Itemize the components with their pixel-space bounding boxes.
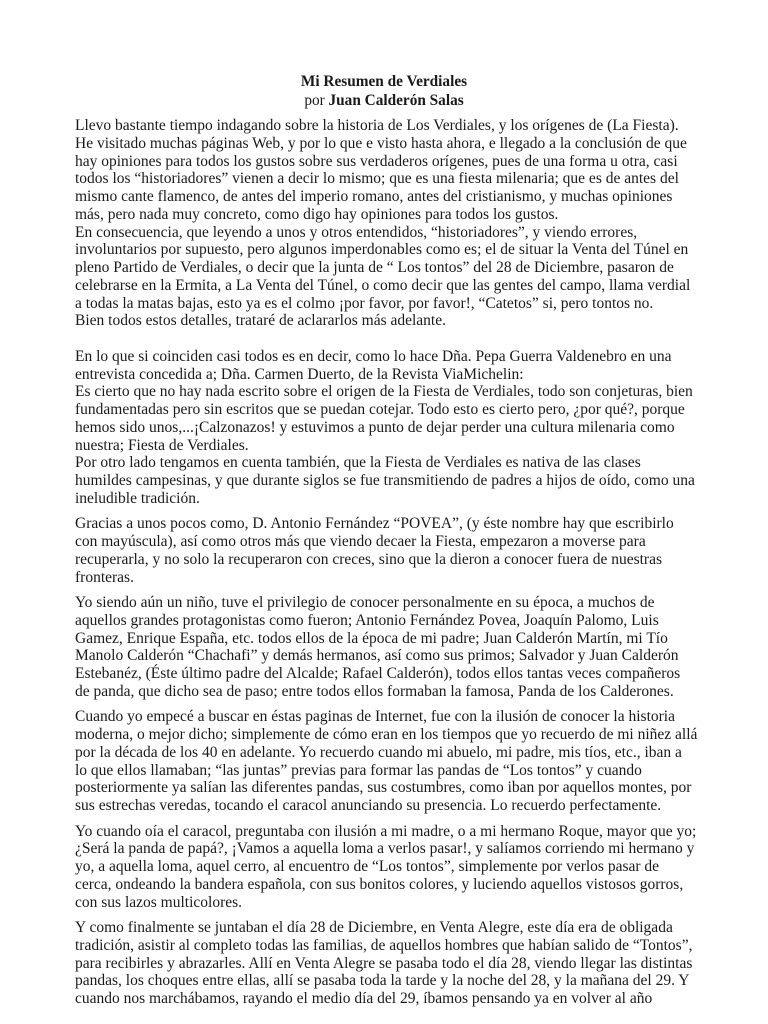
text-line: yo, a aquella loma, aquel cerro, al encuentro de “Los tontos”, simplemente por verlos pasar de [75, 858, 660, 875]
text-line: Llevo bastante tiempo indagando sobre la historia de Los Verdiales, y los orígenes de (La Fiesta). [75, 117, 679, 134]
paragraph [75, 919, 715, 1008]
text-line: Estebanéz, (Éste último padre del Alcalde; Rafael Calderón), todos ellos tantas veces compañeros [75, 665, 681, 682]
paragraph [75, 823, 715, 912]
document-title: Mi Resumen de Verdiales [300, 73, 468, 90]
text-line: Y como finalmente se juntaban el día 28 de Diciembre, en Venta Alegre, este día era de obligada [75, 919, 673, 936]
text-line: fundamentadas pero sin escritos que se puedan cotejar. Todo esto es cierto pero, ¿por qué?, porque [75, 401, 685, 418]
text-line: más, pero nada muy concreto, como digo hay opiniones para todos los gustos. [75, 205, 559, 223]
text-line: fronteras. [75, 568, 134, 586]
text-line: mismo cante flamenco, de antes del imperio romano, antes del cristianismo, y muchas opiniones [75, 188, 673, 205]
text-line: Yo siendo aún un niño, tuve el privilegio de conocer personalmente en su época, a muchos de [75, 594, 655, 611]
text-line: ¿Será la panda de papá?, ¡Vamos a aquella loma a verlos pasar!, y salíamos corriendo mi hermano y [75, 840, 695, 858]
text-line: hemos sido unos,...¡Calzonazos! y estuvimos a punto de dejar perder una cultura milenaria como [75, 418, 675, 436]
text-line: todos los “historiadores” vienen a decir lo mismo; que es una fiesta milenaria; que es de antes del [75, 170, 679, 188]
author-name: Juan Calderón Salas [328, 92, 464, 109]
text-line: He visitado muchas páginas Web, y por lo que e visto hasta ahora, e llegado a la conclusión de que [75, 134, 687, 152]
text-line: Gracias a unos pocos como, D. Antonio Fernández “POVEA”, (y éste nombre hay que escribirlo [75, 515, 674, 533]
paragraph [75, 117, 715, 330]
paragraph [75, 348, 715, 508]
text-line: Yo cuando oía el caracol, preguntaba con ilusión a mi madre, o a mi hermano Roque, mayor que yo; [75, 822, 697, 840]
text-line: hay opiniones para todos los gustos sobre sus verdaderos orígenes, pues de una forma u otra, casi [75, 152, 678, 170]
text-line: Por otro lado tengamos en cuenta también, que la Fiesta de Verdiales es nativa de las clases [75, 454, 641, 472]
text-line: celebrarse en la Ermita, a La Venta del Túnel, o como decir que las gentes del campo, llama verdial [75, 276, 691, 294]
paragraph [75, 594, 715, 701]
text-line: En lo que si coinciden casi todos es en decir, como lo hace Dña. Pepa Guerra Valdenebro en una [75, 347, 672, 365]
document-body [75, 117, 715, 1016]
text-line: Manolo Calderón “Chachafi” y demás hermanos, así como sus primos; Salvador y Juan Calderón [75, 647, 679, 665]
text-line: con sus lazos multicolores. [75, 893, 243, 911]
text-line: Gamez, Enrique España, etc. todos ellos de la época de mi padre; Juan Calderón Martín, mi Tío [75, 629, 668, 647]
text-line: aquellos grandes protagonistas como fueron; Antonio Fernández Povea, Joaquín Palomo, Luis [75, 611, 659, 629]
text-line: de panda, que dicho sea de paso; entre todos ellos formaban la famosa, Panda de los Calderones. [75, 682, 674, 700]
text-line: pandas, los choques entre ellas, allí se pasaba toda la tarde y la noche del 28, y la mañana del 29. Y [75, 972, 690, 990]
text-line: humildes campesinas, y que durante siglos se fue transmitiendo de padres a hijos de oído, como una [75, 472, 695, 489]
text-line: Cuando yo empecé a buscar en éstas paginas de Internet, fue con la ilusión de conocer la historia [75, 708, 675, 726]
text-line: En consecuencia, que leyendo a unos y otros entendidos, “historiadores”, y viendo errores, [75, 223, 638, 241]
text-line: recuperarla, y no solo la recuperaron con creces, sino que la dieron a conocer fuera de nuestras [75, 550, 662, 568]
byline [0, 92, 768, 110]
text-line: Bien todos estos detalles, trataré de aclararlos más adelante. [75, 312, 446, 330]
paragraph [75, 515, 715, 586]
byline-prefix: por [304, 92, 325, 109]
paragraph [75, 708, 715, 815]
text-line: sus estrechas veredas, tocando el caracol anunciando su presencia. Lo recuerdo perfectamente. [75, 797, 662, 814]
text-line: posteriormente ya salían las diferentes pandas, sus costumbres, como iban por aquellos montes, por [75, 779, 692, 797]
text-line: cuando nos marchábamos, rayando el medio día del 29, íbamos pensando ya en volver al año [75, 990, 653, 1007]
text-line: cerca, ondeando la bandera española, con sus bonitos colores, y luciendo aquellos vistosos gorros, [75, 875, 684, 893]
text-line: moderna, o mejor dicho; simplemente de cómo eran en los tiempos que yo recuerdo de mi niñez allá [75, 726, 698, 743]
text-line: entrevista concedida a; Dña. Carmen Duerto, de la Revista ViaMichelin: [75, 365, 524, 383]
text-line: Es cierto que no hay nada escrito sobre el origen de la Fiesta de Verdiales, todo son conjeturas, bien [75, 383, 693, 401]
text-line: a todas la matas bajas, esto ya es el colmo ¡por favor, por favor!, “Catetos” si, pero tontos no. [75, 294, 654, 312]
text-line: tradición, asistir al completo todas las familias, de aquellos hombres que habían salido de “Tontos”, [75, 936, 693, 954]
text-line: lo que ellos llamaban; “las juntas” previas para formar las pandas de “Los tontos” y cuando [75, 761, 642, 779]
text-line: involuntarios por supuesto, pero algunos imperdonables como es; el de situar la Venta del Túnel en [75, 241, 689, 259]
text-line: con mayúscula), así como otros más que viendo decaer la Fiesta, empezaron a moverse para [75, 533, 646, 550]
text-line: por la década de los 40 en adelante. Yo recuerdo cuando mi abuelo, mi padre, mis tíos, etc., iban a [75, 743, 682, 761]
text-line: nuestra; Fiesta de Verdiales. [75, 436, 249, 454]
text-line: pleno Partido de Verdiales, o decir que la junta de “ Los tontos” del 28 de Diciembre, pasaron de [75, 259, 674, 276]
text-line: para recibirles y abrazarles. Allí en Venta Alegre se pasaba todo el día 28, viendo llegar las distintas [75, 954, 693, 972]
text-line: ineludible tradición. [75, 489, 200, 507]
